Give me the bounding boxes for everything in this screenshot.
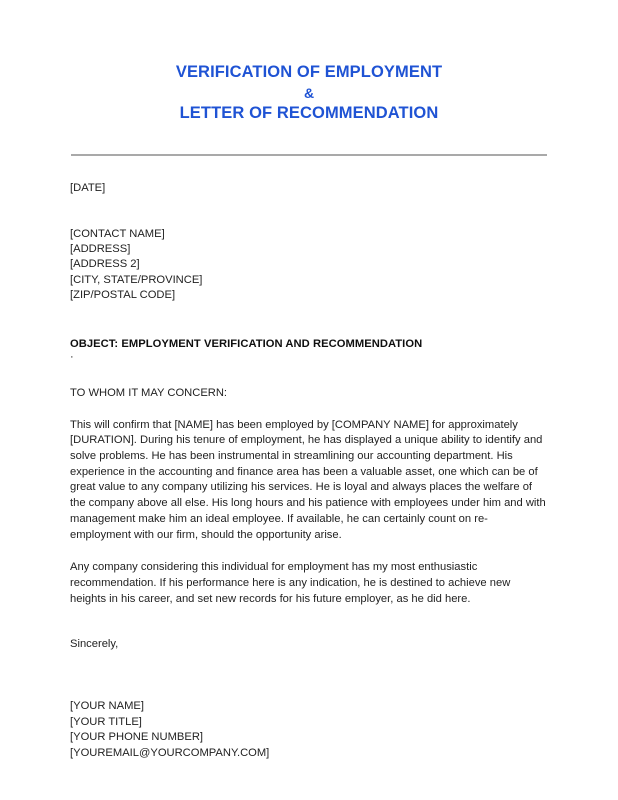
recipient-city-state: [CITY, STATE/PROVINCE] [70, 273, 203, 286]
page-title-ampersand: & [303, 85, 315, 101]
signer-title: [YOUR TITLE] [70, 715, 142, 728]
closing-line: Sincerely, [70, 638, 119, 651]
date-field: [DATE] [70, 182, 106, 194]
recipient-postal-code: [ZIP/POSTAL CODE] [70, 289, 176, 302]
document-title-block [70, 0, 548, 124]
bullet-marker: · [70, 350, 74, 363]
document-content [70, 0, 548, 761]
signature-block [70, 699, 548, 761]
body-paragraph-1: This will confirm that [NAME] has been employed by [COMPANY NAME] for approximately [DURATION]. During his tenure of employment, he has displayed a unique ability to identify and solve problems. He has been instrumental in streamlining our accounting department. His experience in the accounting and finance area has been a valuable asset, one which can be of great value to any company utilizing his services. He is loyal and always places the welfare of the company above all else. His long hours and his patience with employees under him and with management make him an ideal employee. If available, he can certainly count on re-employment with our firm, should the opportunity arise. [70, 418, 546, 541]
object-subject-line: OBJECT: EMPLOYMENT VERIFICATION AND RECOMMENDATION [70, 337, 423, 350]
signer-phone: [YOUR PHONE NUMBER] [70, 731, 204, 744]
body-paragraph-2: Any company considering this individual for employment has my most enthusiastic recommendation. If his performance here is any indication, he is destined to achieve new heights in his career, and set new records for his future employer, as he did here. [70, 561, 511, 605]
page-title-line-1: VERIFICATION OF EMPLOYMENT [175, 63, 443, 81]
recipient-contact-name: [CONTACT NAME] [70, 227, 165, 240]
header-divider [71, 154, 547, 156]
recipient-address-1: [ADDRESS] [70, 243, 131, 255]
page-title-line-2: LETTER OF RECOMMENDATION [179, 104, 439, 122]
signer-name: [YOUR NAME] [70, 700, 144, 713]
salutation-line: TO WHOM IT MAY CONCERN: [70, 386, 228, 399]
recipient-address-block [70, 227, 548, 304]
signer-email: [YOUREMAIL@YOURCOMPANY.COM] [70, 746, 270, 759]
recipient-address-2: [ADDRESS 2] [70, 258, 140, 271]
